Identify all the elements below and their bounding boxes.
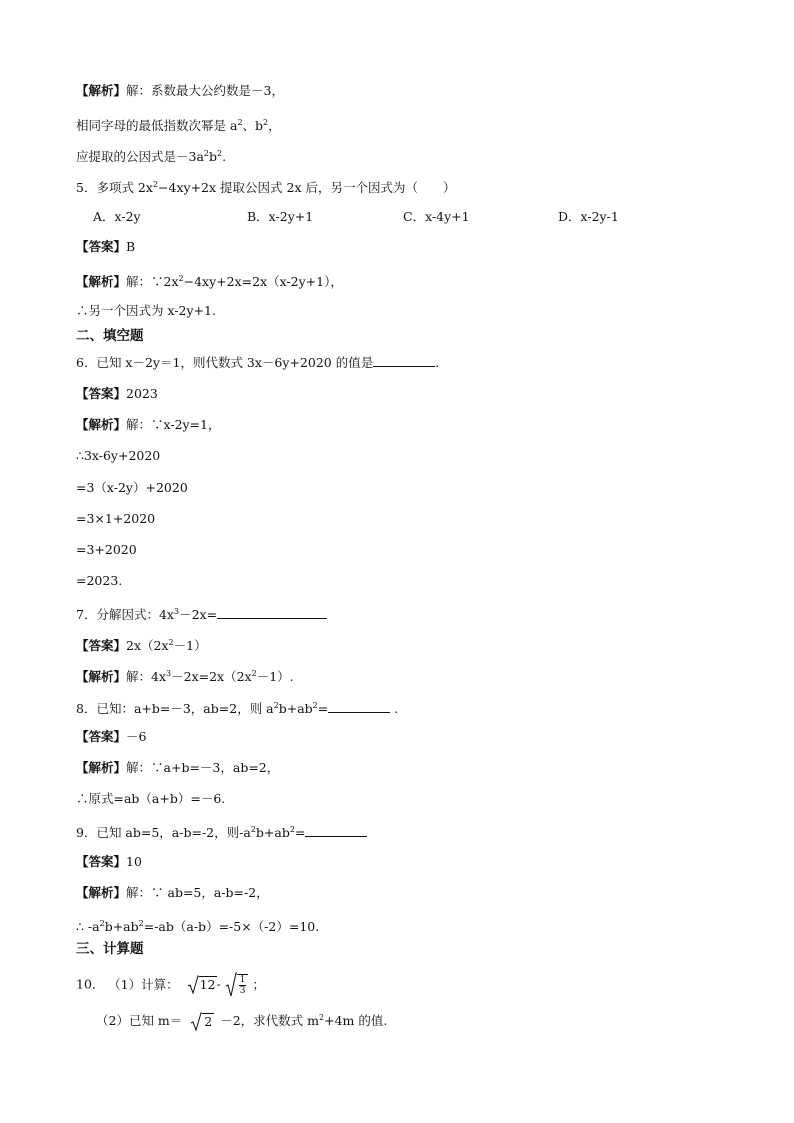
text: = [294, 825, 306, 840]
answer-value: －6 [126, 729, 147, 744]
section2-title: 二、填空题 [76, 328, 144, 344]
exponent: 3 [173, 607, 180, 616]
analysis-text: 解：系数最大公约数是－3， [126, 83, 284, 98]
analysis-tag: 【解析】 [76, 669, 127, 684]
answer-blank [373, 354, 435, 367]
text: b [209, 149, 218, 164]
text: −4xy+2x 提取公因式 2x 后，另一个因式为（ ） [158, 180, 456, 195]
analysis-tag: 【解析】 [76, 274, 127, 289]
q5-answer [76, 238, 135, 256]
sqrt-one-third [225, 972, 249, 998]
q6-step: =3+2020 [76, 542, 137, 557]
answer-blank [328, 700, 390, 713]
q10-part1 [76, 972, 265, 998]
q5-option-d: D．x-2y-1 [558, 209, 619, 224]
exponent: 2 [168, 638, 174, 647]
q4-analysis-line3 [76, 145, 226, 166]
denominator: 3 [239, 986, 246, 996]
text: b+ab [255, 825, 290, 840]
text: . [390, 701, 399, 716]
answer-value: －1） [173, 638, 207, 653]
section3-title: 三、计算题 [76, 941, 144, 957]
text: ， [268, 118, 281, 133]
analysis-tag: 【解析】 [76, 885, 127, 900]
exponent: 2 [99, 919, 105, 928]
radicand: 2 [204, 1013, 213, 1029]
q5-option-b: B．x-2y+1 [247, 209, 314, 224]
q9-conclusion [76, 915, 319, 936]
text: 相同字母的最低指数次幂是 a [76, 118, 238, 133]
exponent: 3 [166, 669, 172, 678]
text: +4m 的值. [324, 1013, 388, 1028]
text: ∴ -a [76, 919, 100, 934]
q6-step: ∴3x-6y+2020 [76, 448, 161, 463]
analysis-tag: 【解析】 [76, 760, 127, 775]
exponent: 2 [203, 149, 209, 158]
q6-stem [76, 354, 439, 372]
radical-icon [225, 972, 237, 998]
text: 解：4x [126, 669, 167, 684]
answer-value: 2023 [126, 386, 158, 401]
exponent: 2 [273, 701, 279, 710]
answer-tag: 【答案】 [76, 386, 127, 401]
text: 6．已知 x－2y＝1，则代数式 3x－6y+2020 的值是 [76, 355, 374, 370]
text: 解：∵x-2y=1， [126, 417, 221, 432]
text: b+ab [278, 701, 313, 716]
answer-tag: 【答案】 [76, 729, 127, 744]
q8-conclusion: ∴原式=ab（a+b）=－6. [76, 791, 226, 806]
text: 7．分解因式：4x [76, 607, 174, 622]
answer-value: 2x（2x [126, 638, 169, 653]
exponent: 2 [250, 825, 256, 834]
exponent: 2 [237, 118, 243, 127]
answer-value: 10 [126, 854, 142, 869]
q5-conclusion: ∴另一个因式为 x-2y+1. [76, 303, 216, 318]
answer-blank [217, 606, 327, 619]
q6-step: =2023. [76, 573, 123, 588]
answer-tag: 【答案】 [76, 854, 127, 869]
question-number: 10． [76, 976, 105, 992]
q9-analysis [76, 884, 269, 902]
text: －2x=2x（2x [171, 669, 252, 684]
exponent: 2 [251, 669, 257, 678]
sqrt-2 [190, 1012, 214, 1032]
text: . [222, 149, 227, 164]
text: 解：∵ ab=5，a-b=-2， [126, 885, 269, 900]
answer-blank [305, 824, 367, 837]
radical-icon [187, 975, 199, 995]
exponent: 2 [312, 701, 318, 710]
q7-stem [76, 603, 327, 624]
q6-analysis [76, 416, 221, 434]
answer-tag: 【答案】 [76, 638, 127, 653]
q7-answer [76, 634, 207, 655]
text: ； [252, 976, 265, 992]
q6-step: =3×1+2020 [76, 511, 156, 526]
q8-answer [76, 728, 146, 746]
text: 解：∵a+b=－3，ab=2， [126, 760, 280, 775]
text: －2x= [179, 607, 218, 622]
text: b+ab [104, 919, 139, 934]
q4-analysis-line2 [76, 114, 281, 135]
text: =-ab（a-b）=-5×（-2）=10. [143, 919, 320, 934]
radicand: 12 [199, 977, 216, 992]
exponent: 2 [178, 274, 184, 283]
answer-tag: 【答案】 [76, 239, 127, 254]
q8-stem [76, 697, 398, 718]
exponent: 2 [263, 118, 269, 127]
q10-part2 [96, 1009, 387, 1032]
q9-answer [76, 853, 142, 871]
q5-option-c: C．x-4y+1 [403, 209, 470, 224]
text: 5．多项式 2x [76, 180, 153, 195]
fraction [239, 975, 247, 996]
radicand-frac [237, 974, 249, 996]
numerator: 1 [239, 975, 246, 985]
q5-option-a: A．x-2y [93, 209, 141, 224]
text: 9．已知 ab=5，a-b=-2，则-a [76, 825, 251, 840]
analysis-tag: 【解析】 [76, 83, 127, 98]
text: －1）. [256, 669, 294, 684]
text: = [317, 701, 329, 716]
exponent: 2 [289, 825, 295, 834]
q6-answer [76, 385, 158, 403]
q6-step: =3（x-2y）+2020 [76, 480, 188, 495]
text: （2）已知 m＝ [96, 1013, 183, 1028]
exponent: 2 [319, 1013, 325, 1022]
sqrt-12 [187, 975, 217, 995]
text: . [435, 355, 440, 370]
exponent: 2 [217, 149, 223, 158]
q9-stem [76, 821, 367, 842]
analysis-tag: 【解析】 [76, 417, 127, 432]
q5-stem [76, 176, 455, 197]
q7-analysis [76, 665, 294, 686]
radical-icon [190, 1012, 202, 1032]
text: 、b [242, 118, 264, 133]
answer-value: B [126, 239, 136, 254]
text: −4xy+2x=2x（x-2y+1）， [183, 274, 343, 289]
q4-analysis-line1 [76, 82, 284, 100]
text: －2，求代数式 m [220, 1013, 319, 1028]
exponent: 2 [152, 180, 159, 189]
text: - [216, 976, 221, 992]
q5-analysis [76, 270, 343, 291]
exponent: 2 [138, 919, 144, 928]
q8-analysis [76, 759, 279, 777]
text: 解：∵2x [126, 274, 179, 289]
text: （1）计算： [114, 976, 179, 992]
text: 应提取的公因式是－3a [76, 149, 204, 164]
text: 8．已知：a+b=－3，ab=2，则 a [76, 701, 274, 716]
